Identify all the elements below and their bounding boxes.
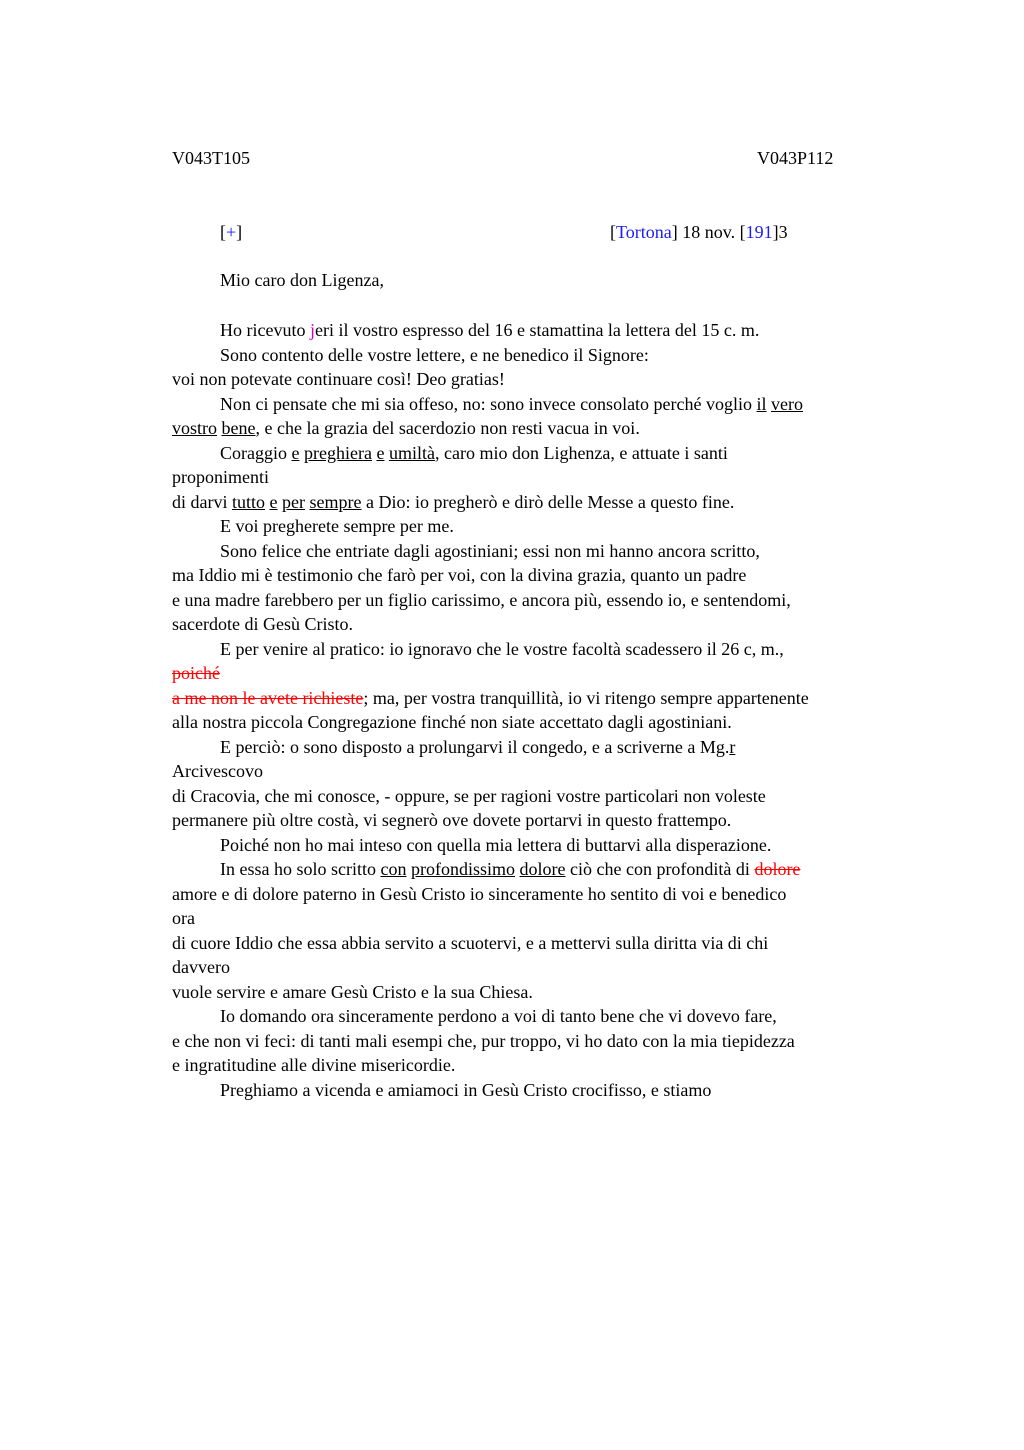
text-line — [172, 490, 912, 515]
text-line — [172, 931, 912, 956]
text-segment: alla nostra piccola Congregazione finché non siate accettato dagli agostiniani. — [172, 712, 732, 732]
text-segment: Preghiamo a vicenda e amiamoci in Gesù Cristo crocifisso, e stiamo — [220, 1079, 712, 1100]
text-line — [172, 392, 912, 417]
underlined-text: profondissimo — [410, 859, 515, 879]
text-segment: proponimenti — [172, 467, 269, 487]
underlined-text: umiltà — [388, 442, 435, 463]
text-line — [172, 539, 912, 564]
text-segment: e una madre farebbero per un figlio carissimo, e ancora più, essendo io, e sentendomi, — [172, 589, 791, 610]
text-segment: Poiché non ho mai inteso con quella mia lettera di buttarvi alla disperazione. — [220, 834, 772, 855]
text-segment: sacerdote di Gesù Cristo. — [172, 614, 353, 634]
text-line — [172, 1078, 912, 1103]
text-segment: vuole servire e amare Gesù Cristo e la sua Chiesa. — [172, 981, 533, 1002]
text-segment: Sono contento delle vostre lettere, e ne benedico il Signore: — [220, 344, 649, 365]
underlined-text: e — [291, 442, 300, 463]
text-segment: di cuore Iddio che essa abbia servito a scuotervi, e a mettervi sulla diritta via di chi — [172, 932, 769, 953]
deleted-text: a me non le avete richieste — [172, 687, 364, 708]
underlined-text: bene — [221, 418, 256, 438]
text-line — [172, 882, 912, 907]
text-line — [172, 612, 912, 637]
text-line — [172, 857, 912, 882]
text-line — [172, 367, 912, 392]
underlined-text: per — [282, 491, 305, 512]
text-segment: ora — [172, 908, 195, 928]
text-line — [172, 833, 912, 858]
underlined-text: preghiera — [304, 442, 372, 463]
text-line — [172, 416, 912, 441]
text-segment: Ho ricevuto — [220, 320, 310, 340]
year-tail: 3 — [778, 222, 788, 242]
variant-letter: j — [309, 320, 315, 340]
underlined-text: r — [729, 736, 736, 757]
text-line — [172, 710, 912, 735]
text-line — [172, 784, 912, 809]
salutation: Mio caro don Ligenza, — [220, 270, 384, 290]
text-segment: amore e di dolore paterno in Gesù Cristo io sinceramente ho sentito di voi e benedico — [172, 883, 787, 904]
text-segment: a Dio: io pregherò e dirò delle Messe a questo fine. — [361, 491, 735, 512]
deleted-text: dolore — [754, 859, 801, 879]
underlined-text: tutto — [232, 491, 266, 512]
text-segment: In essa ho solo scritto — [220, 859, 381, 879]
text-segment: ; ma, per vostra tranquillità, io vi ritengo sempre appartenente — [363, 687, 809, 708]
text-segment: di Cracovia, che mi conosce, - oppure, se per ragioni vostre particolari non voleste — [172, 785, 766, 806]
text-segment: voi non potevate continuare così! Deo gratias! — [172, 369, 505, 389]
text-line — [172, 465, 912, 490]
text-segment: ma Iddio mi è testimonio che farò per voi, con la divina grazia, quanto un padre — [172, 565, 747, 585]
date-day-month: 18 nov. — [682, 222, 736, 242]
text-segment: Non ci pensate che mi sia offeso, no: sono invece consolato perché voglio — [220, 393, 757, 414]
underlined-text: il — [756, 393, 767, 414]
underlined-text: sempre — [309, 491, 362, 512]
text-segment: eri il vostro espresso del 16 e stamattina la lettera del 15 c. m. — [315, 320, 760, 340]
text-segment: , caro mio don Lighenza, e attuate i santi — [434, 442, 728, 463]
text-segment: ciò che con profondità di — [565, 859, 755, 879]
text-segment: Sono felice che entriate dagli agostiniani; essi non mi hanno ancora scritto, — [220, 540, 760, 561]
text-line — [172, 441, 912, 466]
text-line — [172, 661, 912, 686]
text-line — [172, 955, 912, 980]
text-line — [172, 563, 912, 588]
underlined-text: con — [380, 859, 407, 879]
text-segment: , e che la grazia del sacerdozio non resti vacua in voi. — [255, 418, 640, 438]
text-segment: permanere più oltre costà, vi segnerò ove dovete portarvi in questo frattempo. — [172, 810, 732, 830]
text-segment: davvero — [172, 957, 230, 977]
text-line — [172, 343, 912, 368]
document-code-left: V043T105 — [172, 148, 250, 168]
text-line — [172, 318, 912, 343]
underlined-text: e — [269, 491, 278, 512]
text-segment: Coraggio — [220, 442, 292, 463]
text-line — [172, 1053, 912, 1078]
text-segment: E per venire al pratico: io ignoravo che le vostre facoltà scadessero il 26 c, m., — [220, 638, 784, 659]
text-line — [172, 980, 912, 1005]
deleted-text: poiché — [172, 663, 220, 683]
letter-body — [172, 318, 912, 1102]
year-link[interactable]: 191 — [745, 222, 773, 242]
document-code-right: V043P112 — [757, 148, 834, 168]
underlined-text: dolore — [519, 859, 566, 879]
text-line — [172, 906, 912, 931]
text-line — [172, 759, 912, 784]
text-segment: E voi pregherete sempre per me. — [220, 516, 454, 536]
text-segment: e ingratitudine alle divine misericordie. — [172, 1055, 456, 1075]
cross-link[interactable]: + — [226, 222, 237, 242]
text-line — [172, 686, 912, 711]
text-line — [172, 637, 912, 662]
dateline: [Tortona] 18 nov. [191]3 — [610, 222, 788, 242]
text-segment: di darvi — [172, 491, 232, 512]
underlined-text: vostro — [172, 418, 217, 438]
underlined-text: vero — [771, 393, 804, 414]
text-segment: Io domando ora sinceramente perdono a voi di tanto bene che vi dovevo fare, — [220, 1006, 777, 1026]
text-line — [172, 808, 912, 833]
text-line — [172, 1004, 912, 1029]
text-line — [172, 735, 912, 760]
text-segment: E perciò: o sono disposto a prolungarvi il congedo, e a scriverne a Mg. — [220, 736, 730, 757]
dateline-cross: [+] — [220, 222, 243, 242]
text-segment: e che non vi feci: di tanti mali esempi che, pur troppo, vi ho dato con la mia tiepidezza — [172, 1030, 795, 1051]
underlined-text: e — [376, 442, 385, 463]
place-link[interactable]: Tortona — [616, 222, 672, 242]
text-segment: Arcivescovo — [172, 761, 263, 781]
text-line — [172, 1029, 912, 1054]
text-line — [172, 588, 912, 613]
text-line — [172, 514, 912, 539]
